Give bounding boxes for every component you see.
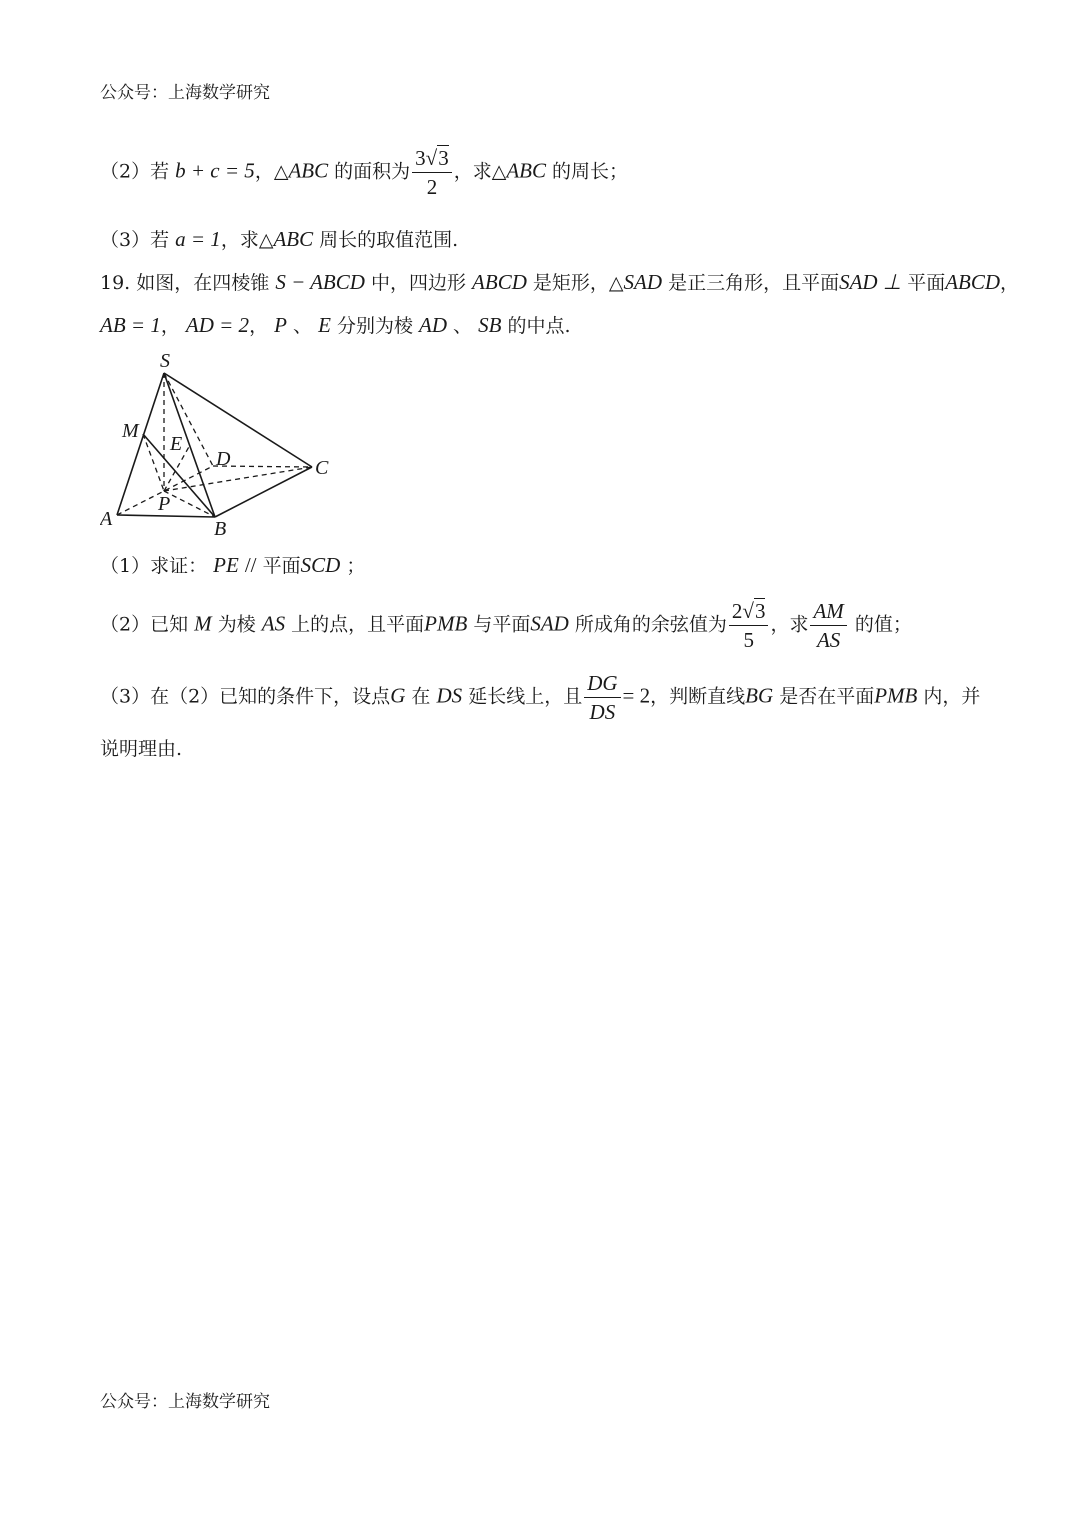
text-fragment: ， — [160, 315, 180, 337]
text-fragment: 、 — [453, 315, 473, 337]
ratio-am-as — [810, 598, 846, 653]
edge-ab — [117, 515, 215, 517]
condition-ab: AB = 1 — [100, 313, 161, 337]
prev-part3-line — [100, 225, 458, 252]
plane-name: ABCD — [945, 270, 1001, 294]
condition-ad: AD = 2 — [185, 313, 250, 337]
cosine-coefficient: 2 — [731, 599, 743, 623]
segment-mp — [143, 434, 164, 491]
text-fragment: 内，并 — [923, 685, 981, 708]
text-fragment: 是正三角形，且平面 — [668, 272, 840, 294]
problem19-line1 — [100, 268, 1019, 295]
part2-number: （2）已知 — [100, 613, 189, 636]
text-fragment: 延长线上，且 — [468, 685, 583, 708]
prev-part3-number: （3）若 — [100, 229, 170, 251]
plane-sad: SAD — [530, 611, 569, 636]
label-c: C — [315, 457, 329, 479]
problem19-part3-continued: 说明理由. — [100, 738, 183, 760]
text-fragment: ； — [346, 555, 366, 577]
page-header-source: 公众号：上海数学研究 — [100, 83, 270, 103]
text-fragment: ，△ — [254, 160, 289, 183]
prev-part2-condition: b + c = 5 — [175, 158, 255, 183]
label-m: M — [122, 420, 139, 442]
text-fragment: 分别为棱 — [336, 315, 413, 337]
edge-ad: AD — [419, 313, 447, 337]
triangle-name: ABC — [506, 158, 546, 183]
prev-part3-condition: a = 1 — [175, 227, 221, 251]
text-fragment: 所成角的余弦值为 — [574, 613, 727, 636]
text-fragment: 在 — [411, 685, 431, 708]
cosine-fraction: $\frac{2√3}{5}$ — [729, 598, 769, 653]
text-fragment: ，判断直线 — [650, 685, 746, 708]
edge-sa — [117, 373, 164, 515]
ratio-value: = 2 — [622, 683, 651, 708]
plane-scd: SCD — [300, 553, 341, 577]
ratio-denominator: DS — [589, 700, 616, 724]
segment-ds: DS — [436, 683, 463, 708]
point-m: M — [194, 611, 212, 636]
text-fragment: ， — [249, 315, 269, 337]
label-e: E — [170, 433, 183, 455]
text-fragment: 中，四边形 — [370, 272, 466, 294]
label-s: S — [160, 350, 170, 372]
label-a: A — [100, 508, 113, 530]
label-p: P — [158, 493, 171, 515]
text-fragment: ， — [1000, 272, 1020, 294]
page-footer-source: 公众号：上海数学研究 — [100, 1392, 270, 1412]
line-bg: BG — [745, 683, 774, 708]
text-fragment: 与平面 — [473, 613, 531, 636]
text-fragment: 是否在平面 — [779, 685, 875, 708]
plane-pmb: PMB — [424, 611, 468, 636]
text-fragment: 为棱 — [217, 613, 256, 636]
problem19-number: 19. 如图，在四棱锥 — [100, 272, 270, 294]
edge-as: AS — [261, 611, 286, 636]
problem19-part2 — [100, 598, 912, 653]
text-fragment: ，求 — [770, 613, 809, 636]
triangle-name: ABC — [288, 158, 329, 183]
area-fraction: $\frac{3√3}{2}$ — [412, 145, 452, 200]
area-radicand: 3 — [438, 146, 449, 170]
text-fragment: 周长的取值范围. — [319, 229, 459, 251]
area-denominator: 2 — [426, 175, 438, 199]
pyramid-figure — [100, 345, 350, 540]
ratio-dg-ds — [584, 670, 620, 725]
triangle-name: ABC — [273, 227, 314, 251]
text-fragment: 上的点，且平面 — [291, 613, 425, 636]
text-fragment: 是矩形，△ — [532, 272, 624, 294]
prev-part2-number: （2）若 — [100, 160, 170, 183]
segment-pe-label: PE — [213, 553, 239, 577]
text-fragment: 的值； — [854, 613, 912, 636]
ratio-denominator: AS — [816, 628, 841, 652]
plane-perpendicular: SAD ⊥ — [839, 270, 902, 294]
pyramid-name: S − ABCD — [275, 270, 365, 294]
text-fragment: 平面 — [907, 272, 946, 294]
point-e: E — [318, 313, 331, 337]
problem19-part3 — [100, 670, 980, 725]
ratio-numerator: DG — [584, 670, 620, 698]
part3-number: （3）在（2）已知的条件下，设点 — [100, 685, 391, 708]
edge-sb: SB — [478, 313, 502, 337]
text-fragment: ，求△ — [220, 229, 274, 251]
text-fragment: 的周长； — [552, 160, 629, 183]
area-coefficient: 3 — [415, 146, 426, 170]
text-fragment: 的面积为 — [334, 160, 411, 183]
ratio-numerator: AM — [810, 598, 846, 626]
triangle-name: SAD — [623, 270, 663, 294]
point-g: G — [390, 683, 406, 708]
quadrilateral-name: ABCD — [472, 270, 527, 294]
plane-pmb: PMB — [874, 683, 918, 708]
problem19-part1 — [100, 551, 365, 578]
part1-number: （1）求证： — [100, 555, 208, 577]
cosine-denominator: 5 — [743, 628, 754, 652]
parallel-symbol: // — [244, 553, 257, 577]
point-p: P — [274, 313, 287, 337]
label-b: B — [214, 518, 227, 540]
problem19-line2 — [100, 311, 571, 338]
text-fragment: 平面 — [262, 555, 301, 577]
prev-part2-line — [100, 145, 628, 200]
label-d: D — [216, 448, 231, 470]
cosine-radicand: 3 — [754, 599, 766, 623]
edge-sc — [164, 373, 312, 467]
text-fragment: 、 — [293, 315, 313, 337]
text-fragment: ，求△ — [453, 160, 507, 183]
text-fragment: 的中点. — [507, 315, 571, 337]
